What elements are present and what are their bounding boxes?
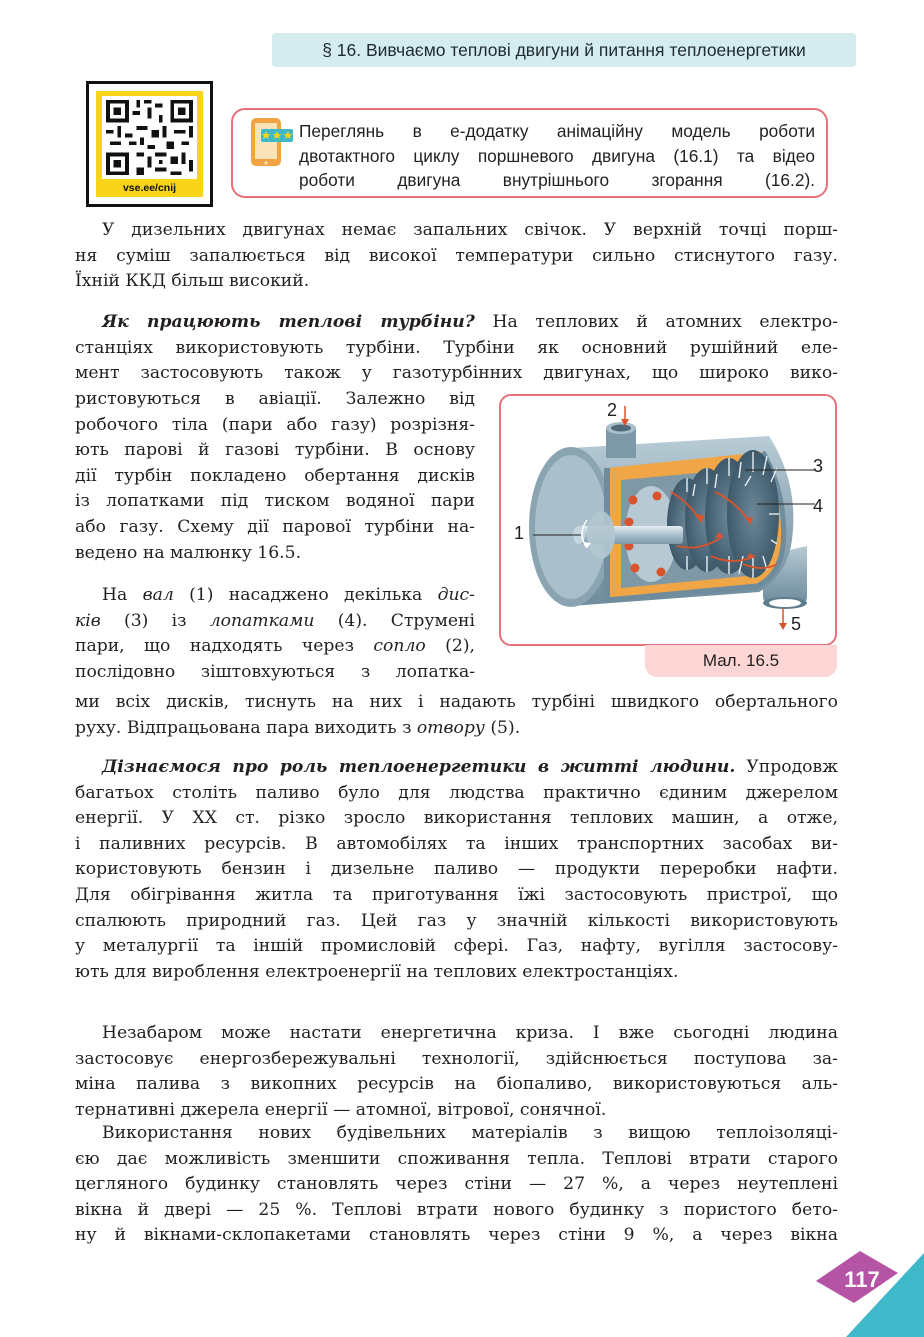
text-line: ють для вироблення електроенергії на теплових електростанціях. — [75, 961, 679, 982]
text-line: послідовно зіштовхуються з лопатка- — [75, 661, 475, 682]
term-disks-cont: ків — [75, 610, 101, 631]
term-outlet: отвору — [416, 717, 485, 738]
text-line: У дизельних двигунах немає запальних свічок. У верхній точці порш- — [102, 220, 838, 240]
steam-turbine-diagram — [501, 396, 835, 644]
text-line — [75, 609, 475, 635]
text-fragment: На — [102, 585, 143, 605]
paragraph-diesel — [75, 218, 838, 295]
text-line: Їхній ККД більш високий. — [75, 271, 310, 292]
figure-label-nozzle: 2 — [607, 400, 618, 420]
text-fragment: (2), — [425, 636, 475, 657]
text-line: користовують бензин і дизельне паливо — продукти переробки нафти. — [75, 859, 838, 880]
qr-url-label: vse.ee/cnij — [122, 182, 177, 194]
text-fragment: пари, що надходять через — [75, 636, 374, 657]
callout-line: двотактного циклу поршневого двигуна (16.1) та відео — [299, 145, 815, 166]
paragraph-energy-crisis — [75, 1021, 838, 1123]
qr-code-icon — [102, 96, 197, 179]
text-line: багатьох століть паливо було для людства практично єдиним джерелом — [75, 782, 838, 803]
text-line: енергії. У XX ст. різко зросло використання теплових машин, а отже, — [75, 808, 838, 829]
text-fragment: На теплових й атомних електро- — [474, 312, 839, 332]
text-line: ну й вікнами-склопакетами становлять через стіни 9 %, а через вікна — [75, 1225, 838, 1246]
text-line: міна палива з викопних ресурсів на біопаливо, використовуються аль- — [75, 1074, 838, 1095]
text-line: тернативні джерела енергії — атомної, вітрової, сонячної. — [75, 1099, 607, 1120]
text-line: ми всіх дисків, тиснуть на них і надають турбіні швидкого обертального — [75, 692, 838, 712]
callout-line: Переглянь в е-додатку анімаційну модель роботи — [299, 121, 815, 141]
text-fragment: (5). — [484, 717, 521, 738]
figure-caption: Мал. 16.5 — [645, 645, 837, 677]
text-line: мент застосовують також у газотурбінних двигунах, що широко вико- — [75, 363, 838, 384]
text-line: і паливних ресурсів. В автомобілях та інших транспортних засобах ви- — [75, 833, 838, 854]
term-nozzle: сопло — [373, 636, 426, 657]
turbine-figure — [499, 394, 837, 646]
section-header: § 16. Вивчаємо теплові двигуни й питання теплоенергетики — [272, 33, 856, 67]
text-line: робочого тіла (пари або газу) розрізня- — [75, 414, 475, 435]
text-fragment: (3) із — [100, 610, 210, 631]
term-shaft: вал — [142, 585, 174, 605]
text-line: ня суміш запалюється від високої температури сильно стиснутого газу. — [75, 245, 838, 266]
qr-background — [96, 91, 203, 197]
page-number: 117 — [844, 1267, 880, 1292]
text-line: застосовує енергозбережувальні технології, здійснюється поступова за- — [75, 1048, 838, 1069]
text-line: вікна й двері — 25 %. Теплові втрати нового будинку з пористого бето- — [75, 1199, 838, 1220]
text-line: Незабаром може настати енергетична криза. І вже сьогодні людина — [102, 1023, 838, 1043]
qr-code-frame[interactable] — [86, 81, 213, 207]
text-line: або газу. Схему дії парової турбіни на- — [75, 516, 475, 537]
text-line: станціях використовують турбіни. Турбіни як основний рушійний еле- — [75, 337, 838, 358]
text-line — [75, 310, 838, 336]
term-blades: лопатками — [209, 610, 315, 631]
text-line — [75, 755, 838, 781]
text-line: цегляного будинку становлять через стіни — 27 %, а через неутеплені — [75, 1174, 838, 1195]
figure-label-shaft: 1 — [514, 523, 525, 543]
text-fragment: Упродовж — [735, 757, 839, 777]
text-fragment: руху. Відпрацьована пара виходить з — [75, 717, 417, 738]
e-app-callout — [231, 108, 828, 198]
text-line — [75, 716, 838, 742]
text-fragment: (4). Струмені — [314, 610, 476, 631]
text-line: ють парові й газові турбіни. В основу — [75, 440, 475, 461]
text-line: ведено на малюнку 16.5. — [75, 542, 302, 563]
figure-label-outlet: 5 — [791, 614, 802, 634]
heat-energy-heading: Дізнаємося про роль теплоенергетики в житті людини. — [102, 757, 736, 777]
figure-label-disks: 3 — [813, 456, 824, 476]
text-fragment: (1) насаджено декілька — [173, 585, 438, 605]
text-line — [75, 634, 475, 660]
callout-line: роботи двигуна внутрішнього згорання (16.2). — [299, 170, 815, 190]
term-disks: дис- — [437, 585, 475, 605]
paragraph-turbine-parts — [75, 583, 475, 685]
paragraph-turbines — [75, 310, 838, 387]
paragraph-turbines-narrow — [75, 387, 475, 566]
text-line: із лопатками під тиском водяної пари — [75, 491, 475, 512]
text-line: дії турбін покладено обертання дисків — [75, 465, 475, 486]
text-line: Використання нових будівельних матеріалів з вищою теплоізоляці- — [102, 1123, 838, 1143]
figure-label-blades: 4 — [813, 496, 824, 516]
text-line — [75, 583, 475, 609]
text-line: у металургії та іншій промисловій сфері. Газ, нафту, вугілля застосову- — [75, 936, 838, 957]
paragraph-heat-energy — [75, 755, 838, 985]
text-line: ристовуються в авіації. Залежно від — [75, 389, 475, 409]
text-line: Для обігрівання житла та приготування їжі застосовують пристрої, що — [75, 884, 838, 905]
text-line: єю дає можливість зменшити споживання тепла. Теплові втрати старого — [75, 1148, 838, 1169]
paragraph-turbine-parts-cont — [75, 690, 838, 741]
text-line: спалюють природний газ. Цей газ у значній кількості використовують — [75, 910, 838, 931]
paragraph-building-materials — [75, 1121, 838, 1249]
smartphone-rating-icon — [249, 116, 295, 170]
callout-text — [299, 119, 815, 193]
turbines-question-heading: Як працюють теплові турбіни? — [102, 312, 475, 332]
